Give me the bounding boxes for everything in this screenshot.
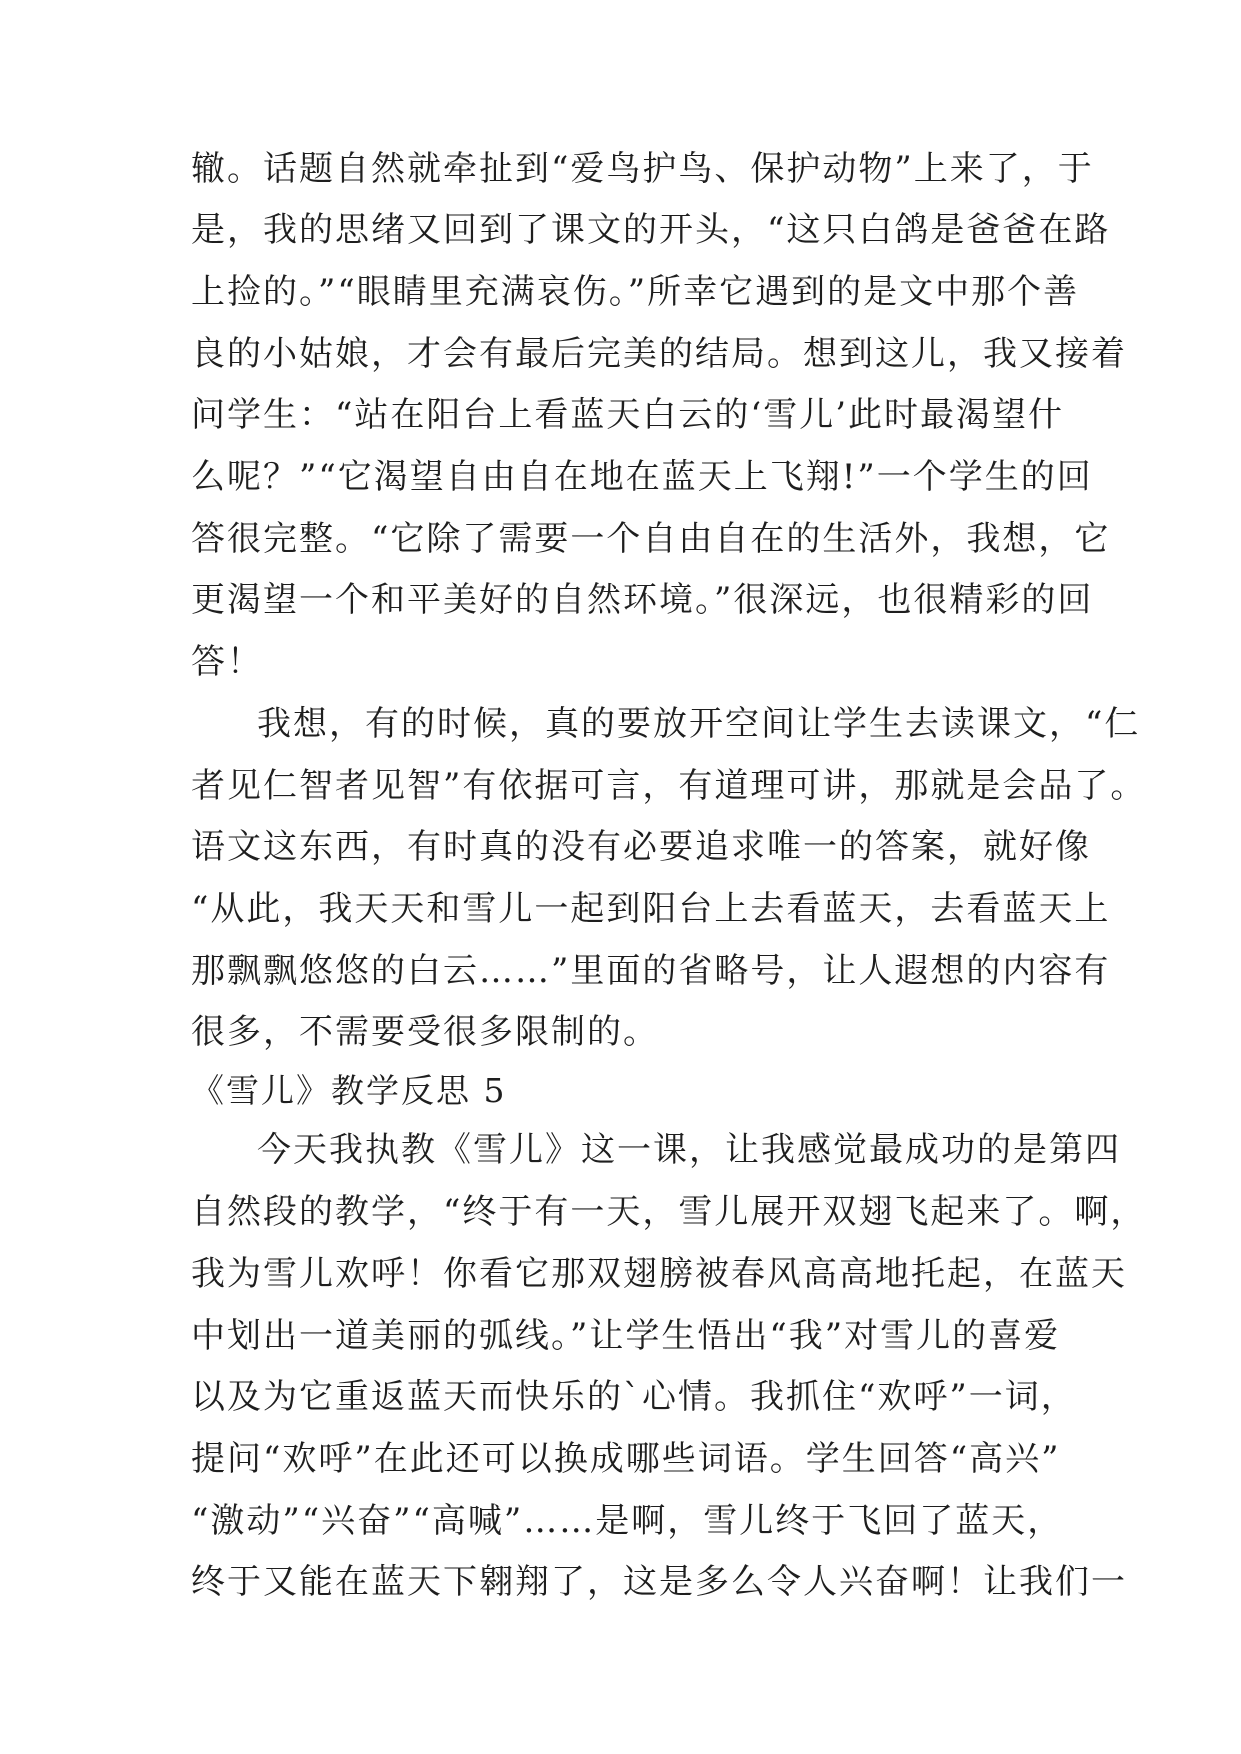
- text-line: 中划出一道美丽的弧线。”让学生悟出“我”对雪儿的喜爱: [191, 1316, 1061, 1356]
- text-line: 今天我执教《雪儿》这一课，让我感觉最成功的是第四: [257, 1130, 1121, 1170]
- text-line: 答很完整。“它除了需要一个自由自在的生活外，我想，它: [191, 519, 1111, 559]
- text-line: 我想，有的时候，真的要放开空间让学生去读课文，“仁: [257, 704, 1141, 744]
- text-line: 更渴望一个和平美好的自然环境。”很深远，也很精彩的回: [191, 580, 1094, 620]
- text-line: 良的小姑娘，才会有最后完美的结局。想到这儿，我又接着: [191, 334, 1127, 374]
- section-heading: 《雪儿》教学反思 5: [191, 1071, 507, 1110]
- text-line: 以及为它重返蓝天而快乐的`心情。我抓住“欢呼”一词，: [191, 1377, 1077, 1417]
- text-line: “从此，我天天和雪儿一起到阳台上去看蓝天，去看蓝天上: [191, 889, 1111, 929]
- text-line: 提问“欢呼”在此还可以换成哪些词语。学生回答“高兴”: [191, 1439, 1061, 1479]
- text-line: 问学生：“站在阳台上看蓝天白云的‘雪儿’此时最渴望什: [191, 395, 1064, 435]
- text-line: “激动”“兴奋”“高喊”……是啊，雪儿终于飞回了蓝天，: [191, 1501, 1064, 1541]
- text-line: 很多，不需要受很多限制的。: [191, 1012, 659, 1052]
- text-line: 那飘飘悠悠的白云……”里面的省略号，让人遐想的内容有: [191, 951, 1111, 991]
- text-line: 自然段的教学，“终于有一天，雪儿展开双翅飞起来了。啊，: [191, 1192, 1147, 1232]
- text-line: 答！: [191, 642, 263, 682]
- text-line: 语文这东西，有时真的没有必要追求唯一的答案，就好像: [191, 827, 1091, 867]
- text-line: 我为雪儿欢呼！你看它那双翅膀被春风高高地托起，在蓝天: [191, 1254, 1127, 1294]
- text-line: 终于又能在蓝天下翱翔了，这是多么令人兴奋啊！让我们一: [191, 1562, 1127, 1602]
- text-line: 者见仁智者见智”有依据可言，有道理可讲，那就是会品了。: [191, 766, 1147, 806]
- text-line: 是，我的思绪又回到了课文的开头，“这只白鸽是爸爸在路: [191, 210, 1111, 250]
- text-line: 辙。话题自然就牵扯到“爱鸟护鸟、保护动物”上来了，于: [191, 149, 1094, 189]
- text-line: 上捡的。”“眼睛里充满哀伤。”所幸它遇到的是文中那个善: [191, 272, 1080, 312]
- text-line: 么呢？”“它渴望自由自在地在蓝天上飞翔!”一个学生的回: [191, 457, 1093, 497]
